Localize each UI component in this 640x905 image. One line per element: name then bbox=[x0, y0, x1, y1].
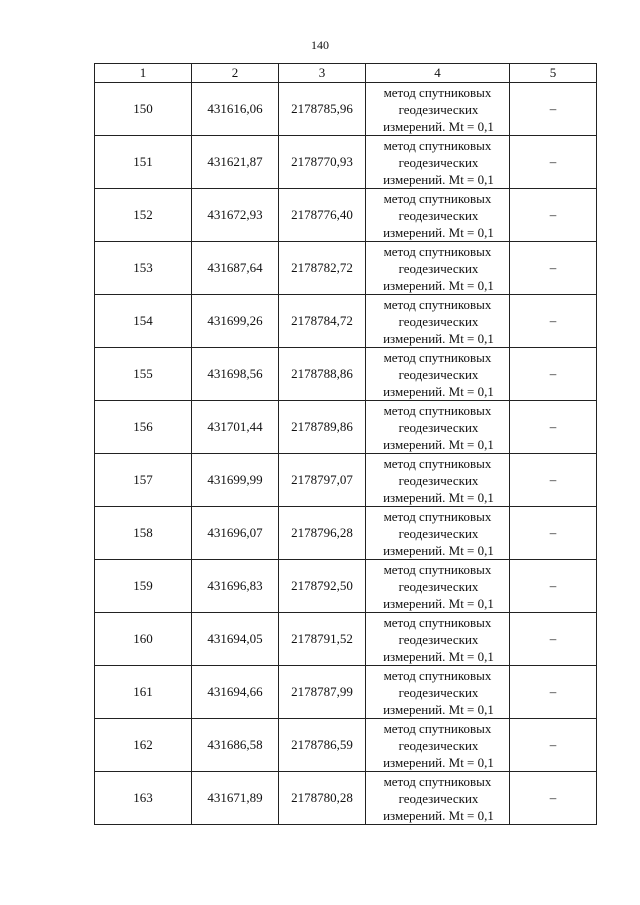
x-coordinate-cell: 431687,64 bbox=[192, 242, 279, 295]
method-cell bbox=[366, 454, 510, 507]
method-line: измерений. Mt = 0,1 bbox=[383, 118, 494, 134]
x-coordinate-cell: 431696,83 bbox=[192, 560, 279, 613]
method-line: измерений. Mt = 0,1 bbox=[383, 701, 494, 717]
point-number-cell: 159 bbox=[95, 560, 192, 613]
x-coordinate-cell: 431672,93 bbox=[192, 189, 279, 242]
method-line: геодезических bbox=[398, 684, 479, 700]
point-number-cell: 154 bbox=[95, 295, 192, 348]
y-coordinate-cell: 2178796,28 bbox=[279, 507, 366, 560]
method-line: метод спутниковых bbox=[383, 720, 492, 736]
method-line: геодезических bbox=[398, 631, 479, 647]
method-line: геодезических bbox=[398, 472, 479, 488]
y-coordinate-cell: 2178780,28 bbox=[279, 772, 366, 825]
column-5-cell: – bbox=[510, 348, 597, 401]
column-header: 3 bbox=[279, 64, 366, 83]
column-header: 1 bbox=[95, 64, 192, 83]
method-line: метод спутниковых bbox=[383, 667, 492, 683]
column-5-cell: – bbox=[510, 242, 597, 295]
column-5-cell: – bbox=[510, 83, 597, 136]
method-cell bbox=[366, 719, 510, 772]
column-5-cell: – bbox=[510, 666, 597, 719]
x-coordinate-cell: 431671,89 bbox=[192, 772, 279, 825]
method-line: метод спутниковых bbox=[383, 561, 492, 577]
method-line: измерений. Mt = 0,1 bbox=[383, 436, 494, 452]
column-5-cell: – bbox=[510, 560, 597, 613]
table-header-row bbox=[95, 64, 597, 83]
y-coordinate-cell: 2178770,93 bbox=[279, 136, 366, 189]
column-5-cell: – bbox=[510, 772, 597, 825]
method-line: измерений. Mt = 0,1 bbox=[383, 648, 494, 664]
method-cell bbox=[366, 295, 510, 348]
y-coordinate-cell: 2178789,86 bbox=[279, 401, 366, 454]
method-line: геодезических bbox=[398, 154, 479, 170]
point-number-cell: 157 bbox=[95, 454, 192, 507]
method-line: метод спутниковых bbox=[383, 349, 492, 365]
point-number-cell: 151 bbox=[95, 136, 192, 189]
method-line: метод спутниковых bbox=[383, 508, 492, 524]
table-row bbox=[95, 189, 597, 242]
point-number-cell: 163 bbox=[95, 772, 192, 825]
x-coordinate-cell: 431698,56 bbox=[192, 348, 279, 401]
method-line: метод спутниковых bbox=[383, 402, 492, 418]
x-coordinate-cell: 431699,99 bbox=[192, 454, 279, 507]
table-row bbox=[95, 560, 597, 613]
point-number-cell: 150 bbox=[95, 83, 192, 136]
method-cell bbox=[366, 401, 510, 454]
method-line: геодезических bbox=[398, 207, 479, 223]
method-line: измерений. Mt = 0,1 bbox=[383, 489, 494, 505]
method-line: метод спутниковых bbox=[383, 84, 492, 100]
point-number-cell: 161 bbox=[95, 666, 192, 719]
coordinates-table bbox=[94, 63, 597, 825]
method-line: геодезических bbox=[398, 578, 479, 594]
method-cell bbox=[366, 136, 510, 189]
table-row bbox=[95, 136, 597, 189]
table-row bbox=[95, 772, 597, 825]
table-row bbox=[95, 719, 597, 772]
table-row bbox=[95, 348, 597, 401]
column-5-cell: – bbox=[510, 189, 597, 242]
method-cell bbox=[366, 507, 510, 560]
point-number-cell: 153 bbox=[95, 242, 192, 295]
x-coordinate-cell: 431696,07 bbox=[192, 507, 279, 560]
method-cell bbox=[366, 560, 510, 613]
x-coordinate-cell: 431694,05 bbox=[192, 613, 279, 666]
column-5-cell: – bbox=[510, 507, 597, 560]
y-coordinate-cell: 2178787,99 bbox=[279, 666, 366, 719]
point-number-cell: 156 bbox=[95, 401, 192, 454]
method-line: измерений. Mt = 0,1 bbox=[383, 595, 494, 611]
y-coordinate-cell: 2178784,72 bbox=[279, 295, 366, 348]
x-coordinate-cell: 431699,26 bbox=[192, 295, 279, 348]
table-row bbox=[95, 454, 597, 507]
method-line: геодезических bbox=[398, 101, 479, 117]
y-coordinate-cell: 2178785,96 bbox=[279, 83, 366, 136]
method-line: геодезических bbox=[398, 366, 479, 382]
column-header: 2 bbox=[192, 64, 279, 83]
column-header: 5 bbox=[510, 64, 597, 83]
point-number-cell: 152 bbox=[95, 189, 192, 242]
page-number: 140 bbox=[311, 38, 329, 52]
method-line: геодезических bbox=[398, 419, 479, 435]
y-coordinate-cell: 2178797,07 bbox=[279, 454, 366, 507]
method-line: измерений. Mt = 0,1 bbox=[383, 330, 494, 346]
method-line: измерений. Mt = 0,1 bbox=[383, 754, 494, 770]
method-line: геодезических bbox=[398, 525, 479, 541]
method-cell bbox=[366, 772, 510, 825]
method-line: геодезических bbox=[398, 737, 479, 753]
y-coordinate-cell: 2178776,40 bbox=[279, 189, 366, 242]
method-cell bbox=[366, 83, 510, 136]
method-line: геодезических bbox=[398, 790, 479, 806]
method-line: измерений. Mt = 0,1 bbox=[383, 807, 494, 823]
x-coordinate-cell: 431701,44 bbox=[192, 401, 279, 454]
method-line: геодезических bbox=[398, 313, 479, 329]
point-number-cell: 155 bbox=[95, 348, 192, 401]
method-cell bbox=[366, 348, 510, 401]
method-cell bbox=[366, 613, 510, 666]
method-line: измерений. Mt = 0,1 bbox=[383, 383, 494, 399]
method-line: метод спутниковых bbox=[383, 773, 492, 789]
y-coordinate-cell: 2178782,72 bbox=[279, 242, 366, 295]
y-coordinate-cell: 2178788,86 bbox=[279, 348, 366, 401]
x-coordinate-cell: 431616,06 bbox=[192, 83, 279, 136]
method-line: метод спутниковых bbox=[383, 614, 492, 630]
column-5-cell: – bbox=[510, 613, 597, 666]
x-coordinate-cell: 431686,58 bbox=[192, 719, 279, 772]
table-row bbox=[95, 295, 597, 348]
method-line: метод спутниковых bbox=[383, 190, 492, 206]
column-5-cell: – bbox=[510, 719, 597, 772]
method-line: измерений. Mt = 0,1 bbox=[383, 277, 494, 293]
method-line: метод спутниковых bbox=[383, 243, 492, 259]
column-5-cell: – bbox=[510, 136, 597, 189]
table-row bbox=[95, 613, 597, 666]
method-line: метод спутниковых bbox=[383, 455, 492, 471]
column-5-cell: – bbox=[510, 401, 597, 454]
method-line: измерений. Mt = 0,1 bbox=[383, 171, 494, 187]
y-coordinate-cell: 2178792,50 bbox=[279, 560, 366, 613]
x-coordinate-cell: 431621,87 bbox=[192, 136, 279, 189]
column-5-cell: – bbox=[510, 295, 597, 348]
point-number-cell: 160 bbox=[95, 613, 192, 666]
x-coordinate-cell: 431694,66 bbox=[192, 666, 279, 719]
method-line: метод спутниковых bbox=[383, 296, 492, 312]
table-row bbox=[95, 401, 597, 454]
method-line: метод спутниковых bbox=[383, 137, 492, 153]
method-cell bbox=[366, 189, 510, 242]
table-row bbox=[95, 507, 597, 560]
column-5-cell: – bbox=[510, 454, 597, 507]
table-row bbox=[95, 242, 597, 295]
column-header: 4 bbox=[366, 64, 510, 83]
method-line: геодезических bbox=[398, 260, 479, 276]
point-number-cell: 162 bbox=[95, 719, 192, 772]
y-coordinate-cell: 2178786,59 bbox=[279, 719, 366, 772]
table-row bbox=[95, 83, 597, 136]
point-number-cell: 158 bbox=[95, 507, 192, 560]
method-cell bbox=[366, 666, 510, 719]
method-cell bbox=[366, 242, 510, 295]
table-row bbox=[95, 666, 597, 719]
method-line: измерений. Mt = 0,1 bbox=[383, 224, 494, 240]
y-coordinate-cell: 2178791,52 bbox=[279, 613, 366, 666]
method-line: измерений. Mt = 0,1 bbox=[383, 542, 494, 558]
